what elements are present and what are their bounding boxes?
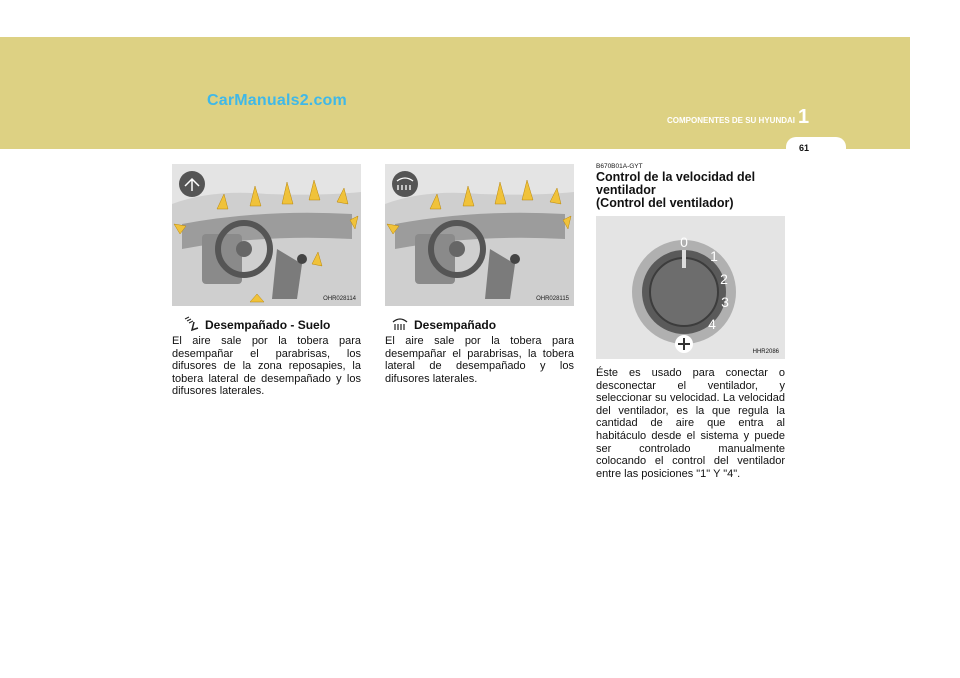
body-text-fan-control: Éste es usado para conectar o desconectar el ventilador, y seleccionar su velocidad. La velocidad del ventilador, es la que regula la cantidad de aire que entra al habitáculo desde el sistema y puede ser controlado manualmente colocando el control del ventilador entre las posiciones "1" Y "4". [596,367,785,480]
section-title [596,171,786,210]
page-number: 61 [798,143,809,153]
section-heading-floor-defrost: Desempañado - Suelo [205,318,331,332]
knob-label-2: 2 [720,271,728,287]
illustration-code: OHR028115 [536,296,569,302]
defrost-icon [391,316,409,332]
knob-label-4: 4 [708,316,716,332]
dashboard-illustration-defrost [385,164,574,306]
fan-speed-knob-illustration [596,216,785,359]
illustration-code: HHR2086 [752,349,779,355]
reference-code: B670B01A-GYT [596,163,643,170]
body-text-floor-defrost: El aire sale por la tobera para desempañar el parabrisas, los difusores de la zona reposapies, la tobera lateral de desempañado y los difusores laterales. [172,335,361,398]
knob-label-1: 1 [710,248,718,264]
chapter-title: COMPONENTES DE SU HYUNDAI [666,116,795,125]
header-band [0,37,910,149]
dashboard-illustration-floor-defrost [172,164,361,306]
chapter-number: 1 [798,106,810,128]
knob-label-0: 0 [680,234,688,250]
section-heading-defrost: Desempañado [414,318,497,332]
title-line-1: Control de la velocidad del ventilador [596,170,756,197]
body-text-defrost: El aire sale por la tobera para desempañar el parabrisas, la tobera lateral de desempañado y los difusores laterales. [385,335,574,385]
site-logo[interactable]: CarManuals2.com [207,92,347,109]
illustration-code: OHR028114 [323,296,356,302]
title-line-2: (Control del ventilador) [596,196,734,210]
knob-label-3: 3 [721,294,729,310]
floor-defrost-icon [182,316,200,332]
